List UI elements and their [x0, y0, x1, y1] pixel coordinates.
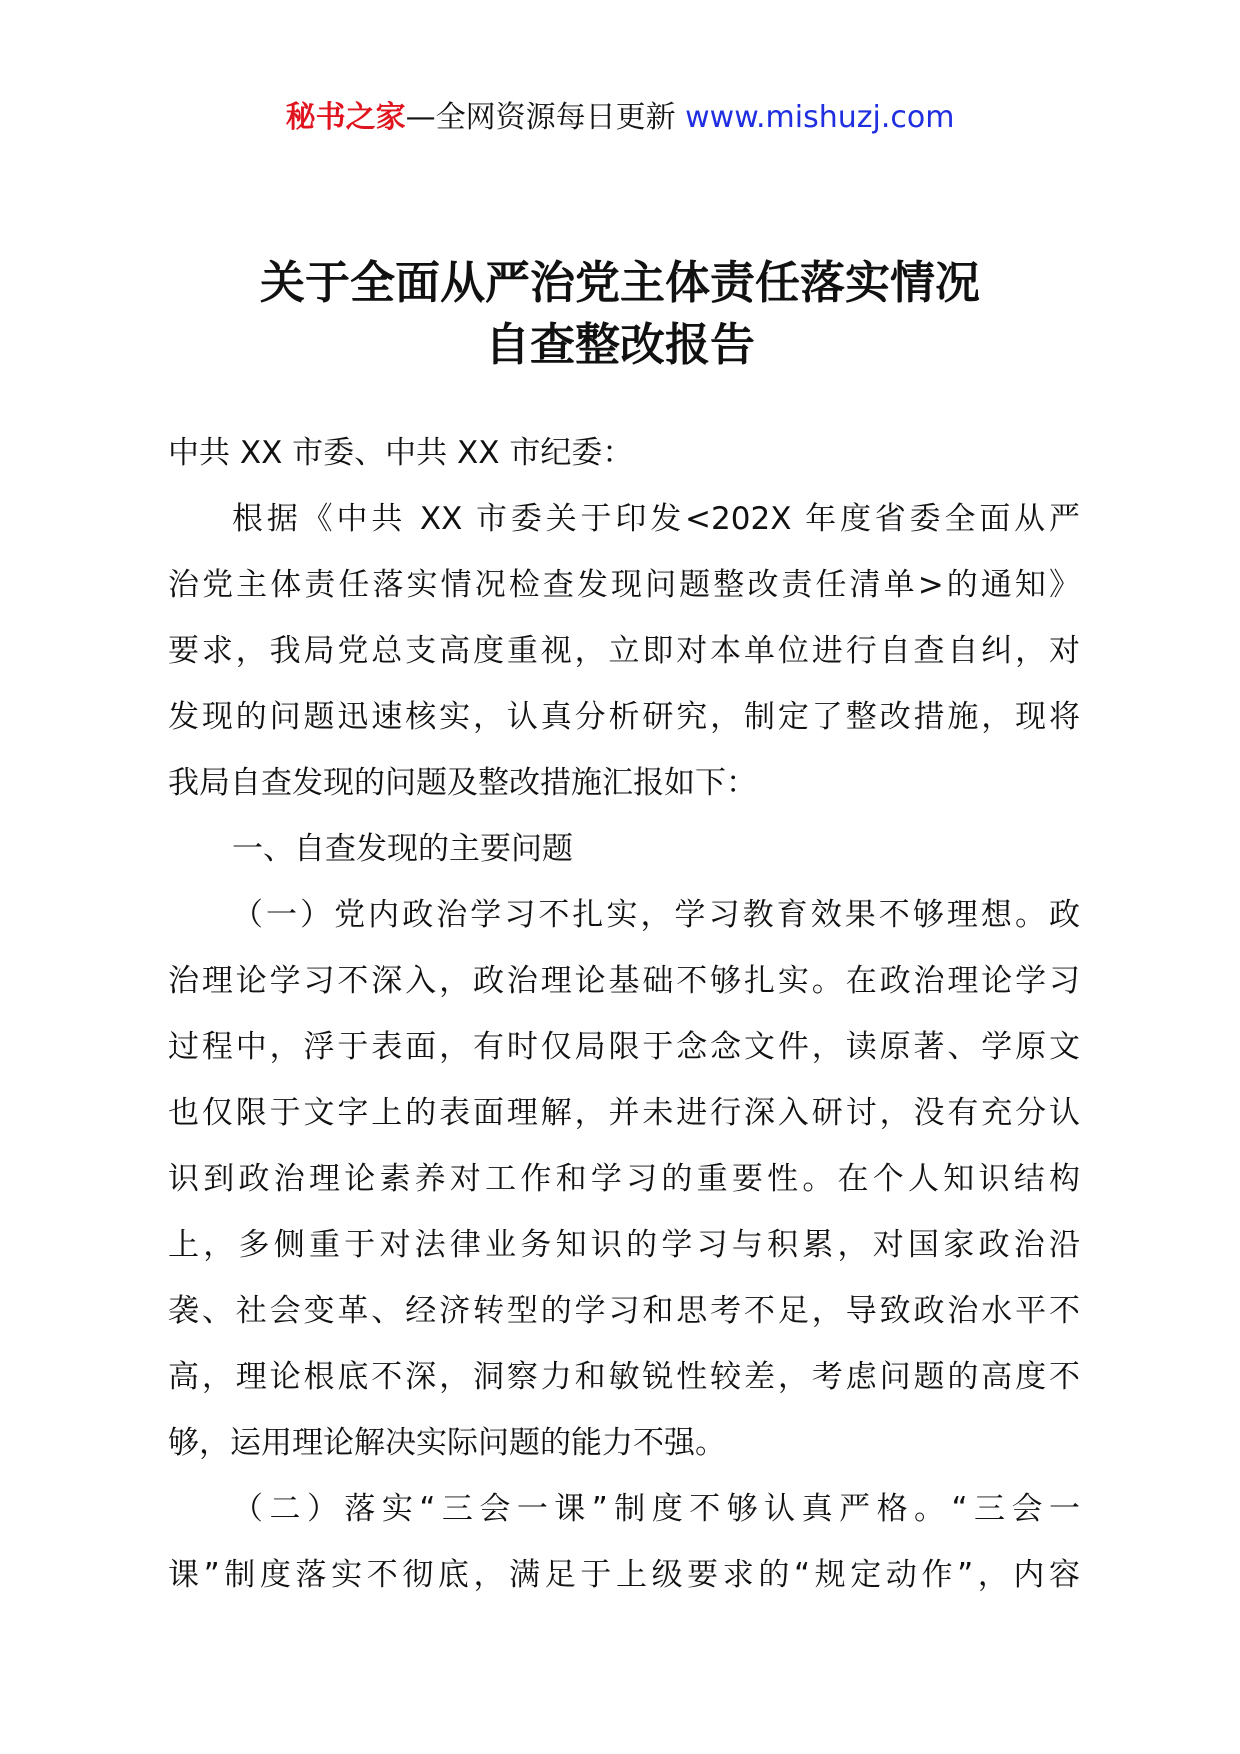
paragraph-line: 发现的问题迅速核实，认真分析研究，制定了整改措施，现将	[168, 699, 1080, 735]
paragraph-line: （二）落实“三会一课”制度不够认真严格。“三会一	[232, 1491, 1080, 1527]
paragraph-line: 根据《中共 XX 市委关于印发<202X 年度省委全面从严	[232, 501, 1080, 537]
paragraph-issue-1	[168, 882, 1080, 1476]
paragraph-line: 课”制度落实不彻底，满足于上级要求的“规定动作”，内容	[168, 1557, 1080, 1593]
paragraph-line: 上，多侧重于对法律业务知识的学习与积累，对国家政治沿	[168, 1227, 1080, 1263]
salutation-line: 中共 XX 市委、中共 XX 市纪委：	[168, 435, 634, 471]
title-line-2: 自查整改报告	[484, 318, 755, 371]
paragraph-line: 我局自查发现的问题及整改措施汇报如下：	[168, 765, 757, 801]
paragraph-line: 治党主体责任落实情况检查发现问题整改责任清单>的通知》	[168, 567, 1080, 603]
paragraph-line: 也仅限于文字上的表面理解，并未进行深入研讨，没有充分认	[168, 1095, 1080, 1131]
paragraph-intro	[168, 486, 1080, 816]
document-title	[0, 252, 1240, 376]
paragraph-line: 过程中，浮于表面，有时仅局限于念念文件，读原著、学原文	[168, 1029, 1080, 1065]
site-url-link[interactable]: www.mishuzj.com	[685, 100, 955, 135]
paragraph-line: 识到政治理论素养对工作和学习的重要性。在个人知识结构	[168, 1161, 1080, 1197]
brand-name: 秘书之家	[285, 100, 406, 135]
site-banner	[0, 96, 1240, 140]
paragraph-line: 高，理论根底不深，洞察力和敏锐性较差，考虑问题的高度不	[168, 1359, 1080, 1395]
paragraph-line: （一）党内政治学习不扎实，学习教育效果不够理想。政	[232, 897, 1080, 933]
banner-slogan: —全网资源每日更新	[405, 100, 686, 135]
paragraph-line: 袭、社会变革、经济转型的学习和思考不足，导致政治水平不	[168, 1293, 1080, 1329]
title-line-1: 关于全面从严治党主体责任落实情况	[259, 256, 980, 309]
document-body	[168, 420, 1080, 1608]
section-heading	[168, 816, 1080, 882]
salutation	[168, 420, 1080, 486]
paragraph-issue-2	[168, 1476, 1080, 1608]
paragraph-line: 治理论学习不深入，政治理论基础不够扎实。在政治理论学习	[168, 963, 1080, 999]
section-heading-line: 一、自查发现的主要问题	[232, 831, 573, 867]
paragraph-line: 要求，我局党总支高度重视，立即对本单位进行自查自纠，对	[168, 633, 1080, 669]
paragraph-line: 够，运用理论解决实际问题的能力不强。	[168, 1425, 726, 1461]
